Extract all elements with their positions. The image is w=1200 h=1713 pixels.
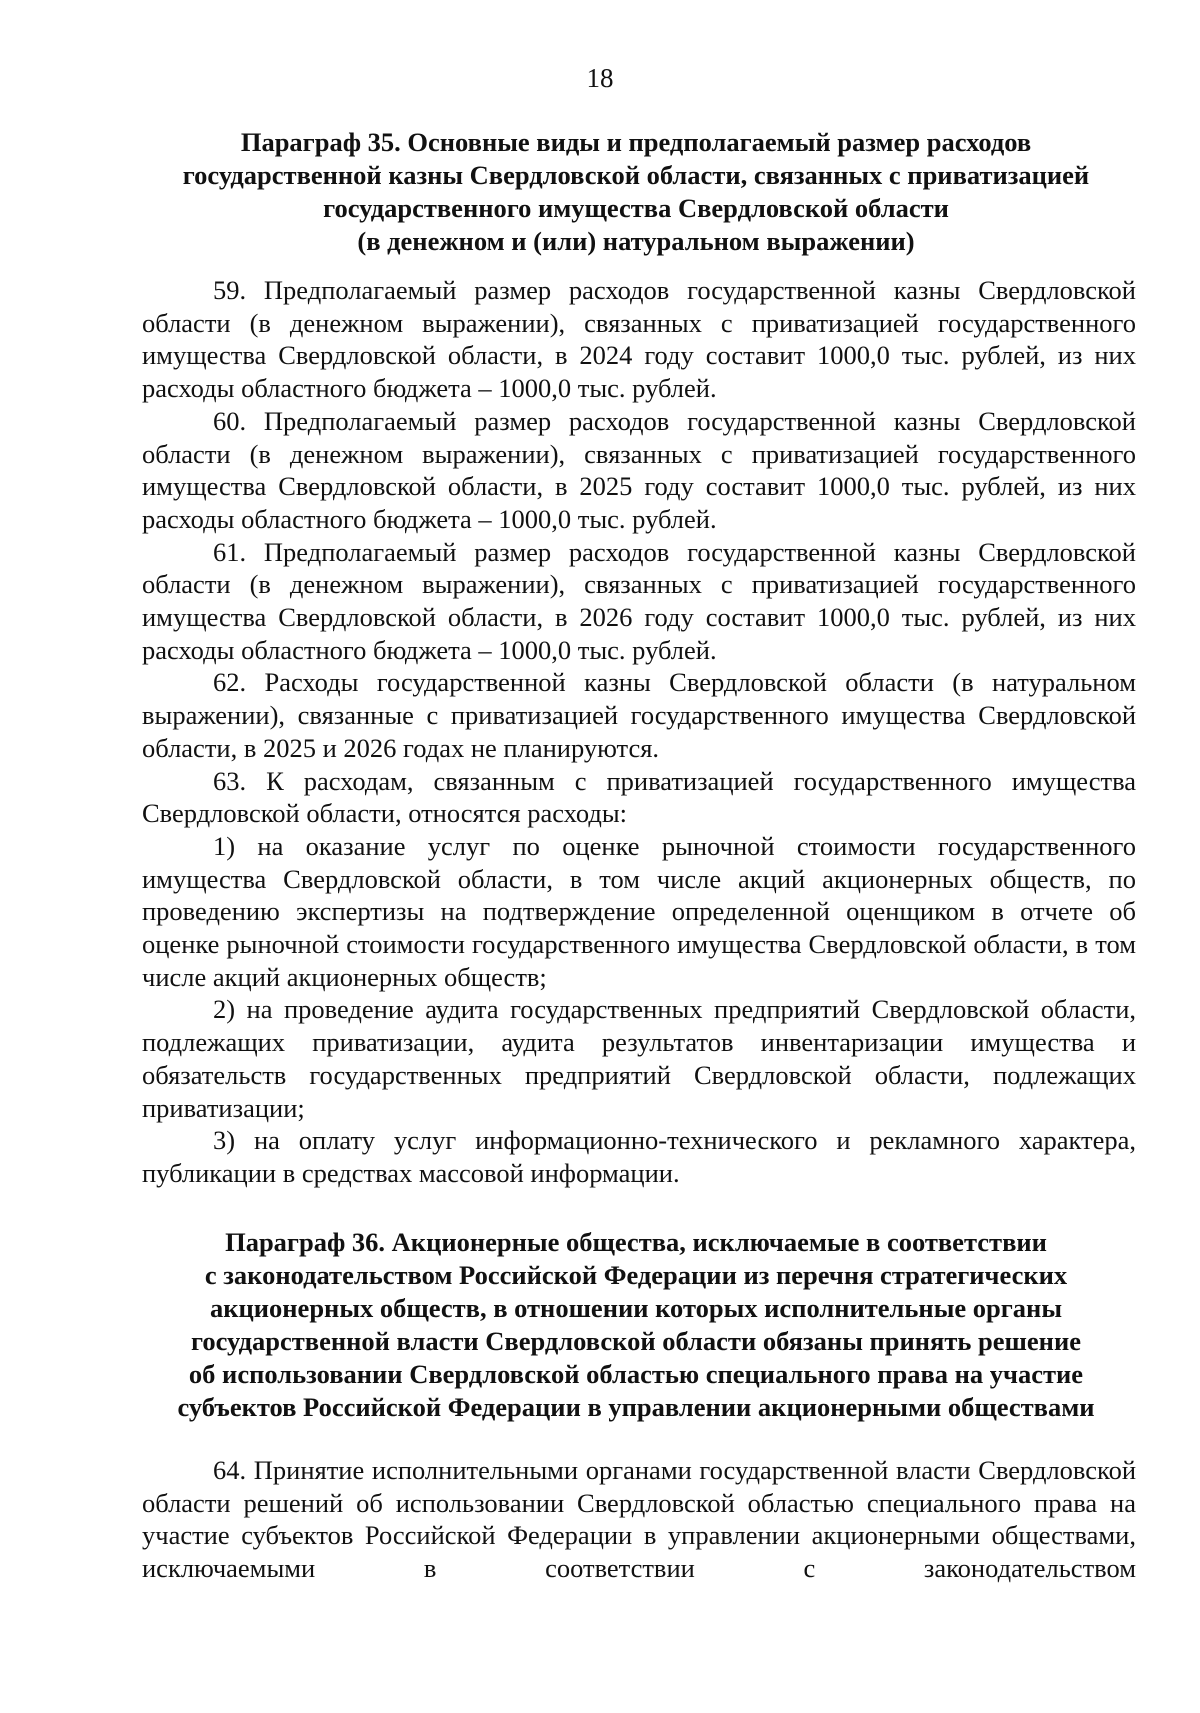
- section-36-title-line: государственной власти Свердловской области обязаны принять решение: [191, 1326, 1081, 1356]
- section-36-title-line: с законодательством Российской Федерации из перечня стратегических: [204, 1260, 1068, 1290]
- section-35-title-line: Параграф 35. Основные виды и предполагаемый размер расходов: [240, 127, 1032, 157]
- page-number: 18: [586, 63, 614, 93]
- section-35-title: [140, 126, 1132, 258]
- section-36-title-line: акционерных обществ, в отношении которых исполнительные органы: [209, 1293, 1063, 1323]
- section-36-body: [142, 1454, 1136, 1585]
- section-36-title: [140, 1226, 1132, 1424]
- section-36-title-line: Параграф 36. Акционерные общества, исключаемые в соответствии: [225, 1227, 1047, 1257]
- paragraph-64: 64. Принятие исполнительными органами государственной власти Свердловской области решений об использовании Свердловской областью специального права на участие субъектов Российской Федерации в управлении акционерными обществами, исключаемыми в соответствии с законодательством: [142, 1455, 1136, 1584]
- section-35-title-line: государственной казны Свердловской области, связанных с приватизацией: [182, 160, 1090, 190]
- paragraph-61: 61. Предполагаемый размер расходов государственной казны Свердловской области (в денежном выражении), связанных с приватизацией государственного имущества Свердловской области, в 2026 году составит 1000,0 тыс. рублей, из них расходы областного бюджета – 1000,0 тыс. рублей.: [142, 536, 1136, 665]
- paragraph-60: 60. Предполагаемый размер расходов государственной казны Свердловской области (в денежном выражении), связанных с приватизацией государственного имущества Свердловской области, в 2025 году составит 1000,0 тыс. рублей, из них расходы областного бюджета – 1000,0 тыс. рублей.: [142, 405, 1136, 534]
- section-36-title-line: субъектов Российской Федерации в управлении акционерными обществами: [177, 1392, 1095, 1422]
- paragraph-59: 59. Предполагаемый размер расходов государственной казны Свердловской области (в денежном выражении), связанных с приватизацией государственного имущества Свердловской области, в 2024 году составит 1000,0 тыс. рублей, из них расходы областного бюджета – 1000,0 тыс. рублей.: [142, 275, 1136, 404]
- list-item-63-3: 3) на оплату услуг информационно-технического и рекламного характера, публикации в средствах массовой информации.: [142, 1125, 1136, 1188]
- paragraph-62: 62. Расходы государственной казны Свердловской области (в натуральном выражении), связанные с приватизацией государственного имущества Свердловской области, в 2025 и 2026 годах не планируются.: [142, 667, 1136, 763]
- paragraph-63: 63. К расходам, связанным с приватизацией государственного имущества Свердловской области, относятся расходы:: [142, 765, 1136, 829]
- section-36-title-line: об использовании Свердловской областью специального права на участие: [188, 1359, 1084, 1389]
- list-item-63-2: 2) на проведение аудита государственных предприятий Свердловской области, подлежащих приватизации, аудита результатов инвентаризации имущества и обязательств государственных предприятий Свердловской области, подлежащих приватизации;: [142, 994, 1136, 1123]
- list-item-63-1: 1) на оказание услуг по оценке рыночной стоимости государственного имущества Свердловской области, в том числе акций акционерных обществ, по проведению экспертизы на подтверждение определенной оценщиком в отчете об оценке рыночной стоимости государственного имущества Свердловской области, в том числе акций акционерных обществ;: [142, 830, 1136, 992]
- section-35-title-line: (в денежном и (или) натуральном выражении): [357, 226, 915, 256]
- section-35-body: [142, 274, 1136, 1190]
- section-35-title-line: государственного имущества Свердловской области: [323, 193, 949, 223]
